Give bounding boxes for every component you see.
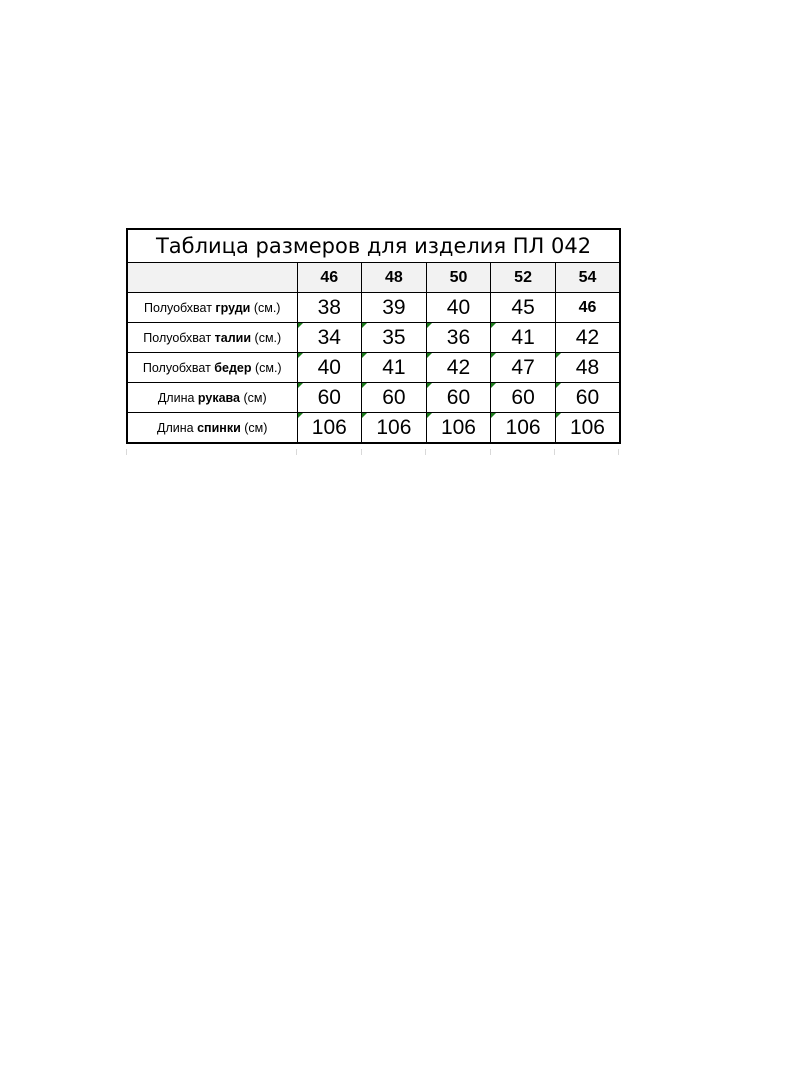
table-title: Таблица размеров для изделия ПЛ 042: [127, 229, 620, 263]
row-label-text: Полуобхват: [144, 300, 216, 315]
row-label-chest: [127, 293, 297, 323]
value-cell: 60: [555, 383, 620, 413]
row-label-text: Полуобхват: [143, 330, 215, 345]
value-cell: 60: [491, 383, 556, 413]
gridline-stub: [126, 449, 127, 455]
size-header-cell: 48: [362, 263, 427, 293]
value-cell: 106: [426, 413, 491, 444]
value-cell: 60: [426, 383, 491, 413]
row-label-back: [127, 413, 297, 444]
value-cell: 40: [426, 293, 491, 323]
value-cell: 41: [362, 353, 427, 383]
size-header-cell: 54: [555, 263, 620, 293]
header-corner-cell: [127, 263, 297, 293]
value-cell: 36: [426, 323, 491, 353]
row-label-sleeve: [127, 383, 297, 413]
value-cell: 39: [362, 293, 427, 323]
size-header-row: [127, 263, 620, 293]
row-label-unit: (см): [240, 420, 268, 435]
row-label-unit: (см.): [251, 330, 282, 345]
row-label-bold: спинки: [197, 420, 241, 435]
value-cell: 42: [426, 353, 491, 383]
value-cell: 35: [362, 323, 427, 353]
value-cell: 40: [297, 353, 362, 383]
value-cell: 45: [491, 293, 556, 323]
row-label-bold: бедер: [214, 360, 252, 375]
gridline-stub: [361, 449, 362, 455]
value-cell: 34: [297, 323, 362, 353]
table-row: [127, 323, 620, 353]
row-label-text: Длина: [157, 390, 198, 405]
gridline-stub: [490, 449, 491, 455]
row-label-unit: (см.): [251, 360, 282, 375]
value-cell: 48: [555, 353, 620, 383]
row-label-text: Длина: [157, 420, 198, 435]
table-row: [127, 383, 620, 413]
gridline-stub: [554, 449, 555, 455]
size-header-cell: 52: [491, 263, 556, 293]
value-cell: 60: [297, 383, 362, 413]
title-row: [127, 229, 620, 263]
row-label-unit: (см.): [250, 300, 281, 315]
row-label-waist: [127, 323, 297, 353]
value-cell: 47: [491, 353, 556, 383]
value-cell: 106: [362, 413, 427, 444]
row-label-bold: груди: [215, 300, 251, 315]
value-cell: 41: [491, 323, 556, 353]
row-label-hips: [127, 353, 297, 383]
value-cell: 60: [362, 383, 427, 413]
value-cell: 106: [297, 413, 362, 444]
table-row: [127, 293, 620, 323]
value-cell: 46: [555, 293, 620, 323]
gridline-stub: [425, 449, 426, 455]
row-label-unit: (см): [240, 390, 267, 405]
size-chart-table: [126, 228, 621, 444]
table-row: [127, 413, 620, 444]
value-cell: 106: [491, 413, 556, 444]
row-label-text: Полуобхват: [142, 360, 215, 375]
row-label-bold: талии: [214, 330, 252, 345]
table-row: [127, 353, 620, 383]
size-chart-sheet: [126, 228, 619, 444]
size-header-cell: 50: [426, 263, 491, 293]
value-cell: 106: [555, 413, 620, 444]
gridline-stub: [296, 449, 297, 455]
value-cell: 38: [297, 293, 362, 323]
gridline-stub: [618, 449, 619, 455]
value-cell: 42: [555, 323, 620, 353]
size-header-cell: 46: [297, 263, 362, 293]
row-label-bold: рукава: [197, 390, 241, 405]
